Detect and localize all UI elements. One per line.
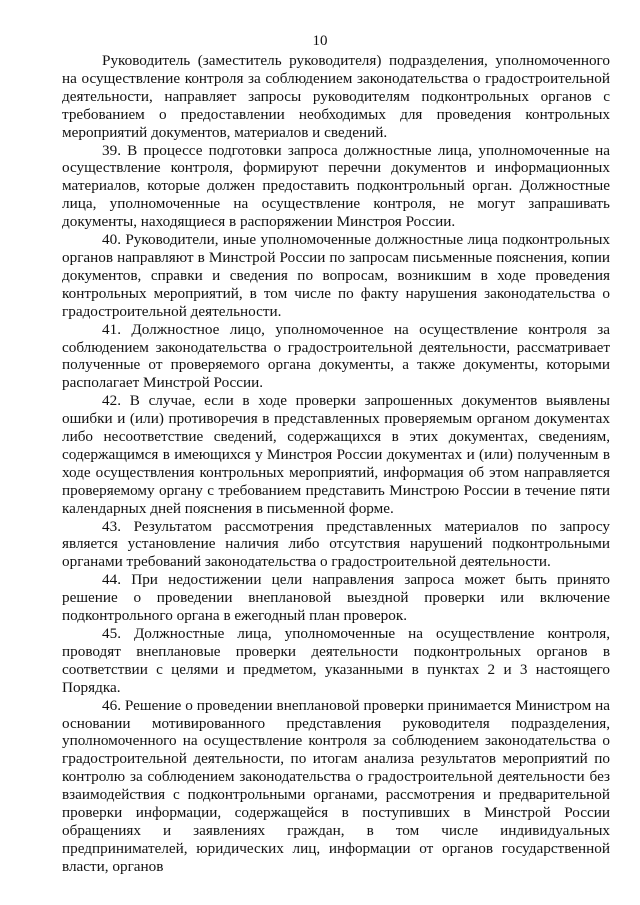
document-body: [62, 52, 610, 876]
paragraph-40: 40. Руководители, иные уполномоченные должностные лица подконтрольных органов направляют в Минстрой России по запросам письменные пояснения, копии документов, справки и сведения по вопросам, возникшим в ходе проведения контрольных мероприятий, в том числе по факту нарушения законодательства о градостроительной деятельности.: [62, 231, 610, 320]
paragraph-45: 45. Должностные лица, уполномоченные на осуществление контроля, проводят внеплановые проверки деятельности подконтрольных органов в соответствии с целями и предметом, указанными в пунктах 2 и 3 настоящего Порядка.: [62, 625, 610, 696]
paragraph-intro: Руководитель (заместитель руководителя) подразделения, уполномоченного на осуществление контроля за соблюдением законодательства о градостроительной деятельности, направляет запросы руководителям подконтрольных органов с требованием о предоставлении необходимых для проведения контрольных мероприятий документов, материалов и сведений.: [62, 52, 610, 141]
paragraph-42: 42. В случае, если в ходе проверки запрошенных документов выявлены ошибки и (или) противоречия в представленных проверяемым органом документах либо несоответствие сведений, содержащихся в этих документах, сведениям, содержащимся в имеющихся у Минстроя России документах и (или) полученным в ходе осуществления контрольных мероприятий, информация об этом направляется проверяемому органу с требованием представить Минстрою России в течение пяти календарных дней пояснения в письменной форме.: [62, 392, 610, 517]
paragraph-39: 39. В процессе подготовки запроса должностные лица, уполномоченные на осуществление контроля, формируют перечни документов и информационных материалов, которые должен предоставить подконтрольный орган. Должностные лица, уполномоченные на осуществление контроля, не могут запрашивать документы, находящиеся в распоряжении Минстроя России.: [62, 141, 610, 231]
paragraph-44: 44. При недостижении цели направления запроса может быть принято решение о проведении внеплановой выездной проверки или включение подконтрольного органа в ежегодный план проверок.: [62, 571, 610, 625]
page-number: 10: [312, 33, 328, 49]
paragraph-46: 46. Решение о проведении внеплановой проверки принимается Министром на основании мотивированного представления руководителя подразделения, уполномоченного на осуществление контроля за соблюдением законодательства о градостроительной деятельности, по итогам анализа результатов мероприятий по контролю за соблюдением законодательства о градостроительной деятельности без взаимодействия с подконтрольными органами, рассмотрения и предварительной проверки информации, содержащейся в поступивших в Минстрой России обращениях и заявлениях граждан, в том числе индивидуальных предпринимателей, юридических лиц, информации от органов государственной власти, органов: [62, 696, 610, 875]
paragraph-41: 41. Должностное лицо, уполномоченное на осуществление контроля за соблюдением законодательства о градостроительной деятельности, рассматривает полученные от проверяемого органа документы, а также документы, которыми располагает Минстрой России.: [62, 320, 610, 392]
paragraph-43: 43. Результатом рассмотрения представленных материалов по запросу является установление наличия либо отсутствия нарушений подконтрольными органами требований законодательства о градостроительной деятельности.: [62, 517, 610, 571]
